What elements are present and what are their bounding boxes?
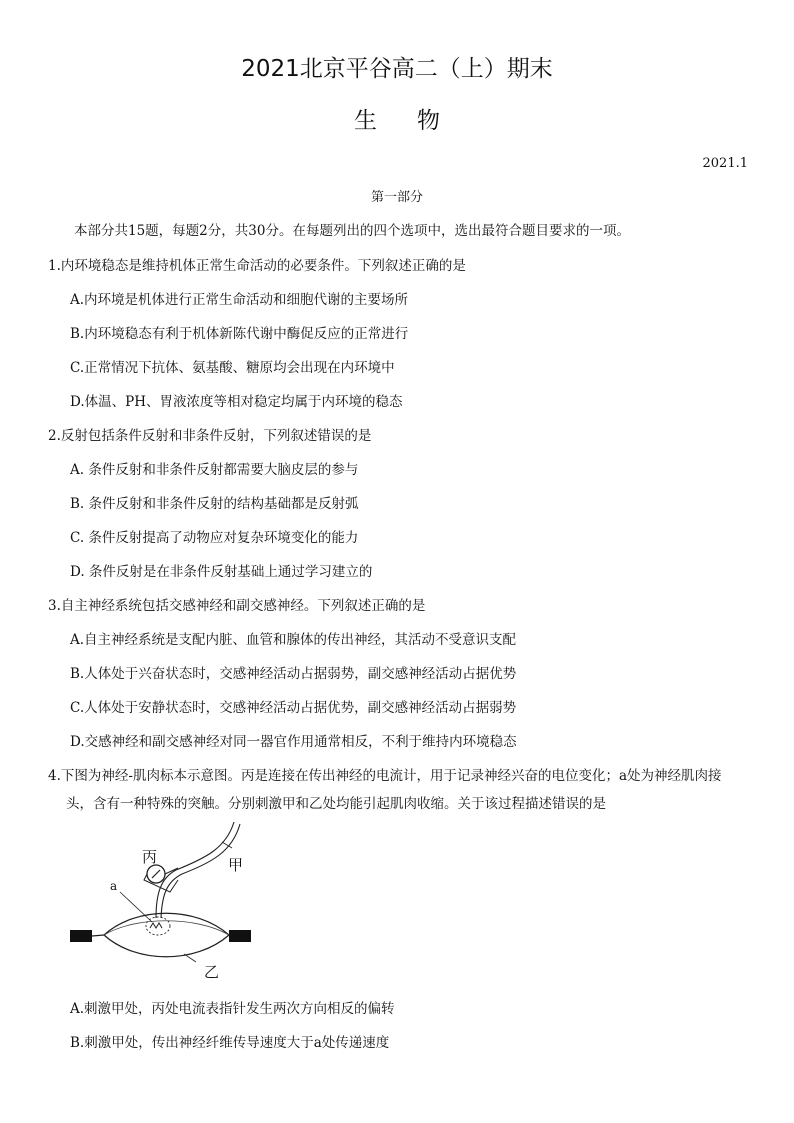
left-tendon	[70, 930, 92, 942]
option-a: A.内环境是机体进行正常生命活动和细胞代谢的主要场所	[70, 292, 409, 308]
option-c: C. 条件反射提高了动物应对复杂环境变化的能力	[70, 530, 359, 546]
option-c: C.人体处于安静状态时，交感神经活动占据优势，副交感神经活动占据弱势	[70, 700, 517, 716]
muscle-outline	[104, 913, 229, 957]
option-b: B.内环境稳态有利于机体新陈代谢中酶促反应的正常进行	[70, 326, 409, 342]
question-stem: 1.内环境稳态是维持机体正常生命活动的必要条件。下列叙述正确的是	[48, 258, 466, 274]
page-title: 2021北京平谷高二（上）期末	[241, 56, 553, 82]
nerve-muscle-diagram	[66, 818, 266, 984]
question-stem: 2.反射包括条件反射和非条件反射，下列叙述错误的是	[48, 428, 372, 444]
label-bing: 丙	[142, 848, 158, 866]
option-d: D.体温、PH、胃液浓度等相对稳定均属于内环境的稳态	[70, 394, 403, 410]
option-b: B.刺激甲处，传出神经纤维传导速度大于a处传递速度	[70, 1035, 390, 1051]
question-stem: 4.下图为神经-肌肉标本示意图。丙是连接在传出神经的电流计，用于记录神经兴奋的电位变化；a处为神经肌肉接	[48, 768, 722, 784]
question-stem-continued: 头，含有一种特殊的突触。分别刺激甲和乙处均能引起肌肉收缩。关于该过程描述错误的是	[66, 796, 606, 812]
exam-date: 2021.1	[702, 156, 748, 171]
option-a: A.自主神经系统是支配内脏、血管和腺体的传出神经，其活动不受意识支配	[70, 632, 517, 648]
question-stem: 3.自主神经系统包括交感神经和副交感神经。下列叙述正确的是	[48, 598, 426, 614]
option-b: B. 条件反射和非条件反射的结构基础都是反射弧	[70, 496, 359, 512]
label-a: a	[110, 879, 118, 893]
subject-title: 生物	[354, 108, 480, 134]
option-a: A.刺激甲处，丙处电流表指针发生两次方向相反的偏转	[70, 1001, 395, 1017]
option-a: A. 条件反射和非条件反射都需要大脑皮层的参与	[70, 462, 359, 478]
section-intro: 本部分共15题，每题2分，共30分。在每题列出的四个选项中，选出最符合题目要求的一项。	[74, 223, 630, 239]
right-tendon	[229, 930, 251, 942]
section-heading: 第一部分	[370, 190, 423, 205]
option-c: C.正常情况下抗体、氨基酸、糖原均会出现在内环境中	[70, 360, 395, 376]
option-d: D. 条件反射是在非条件反射基础上通过学习建立的	[70, 564, 373, 580]
efferent-nerve	[156, 822, 234, 918]
label-yi: 乙	[204, 963, 220, 981]
label-jia: 甲	[228, 856, 244, 874]
option-d: D.交感神经和副交感神经对同一器官作用通常相反，不利于维持内环境稳态	[70, 734, 517, 750]
option-b: B.人体处于兴奋状态时，交感神经活动占据弱势，副交感神经活动占据优势	[70, 666, 517, 682]
